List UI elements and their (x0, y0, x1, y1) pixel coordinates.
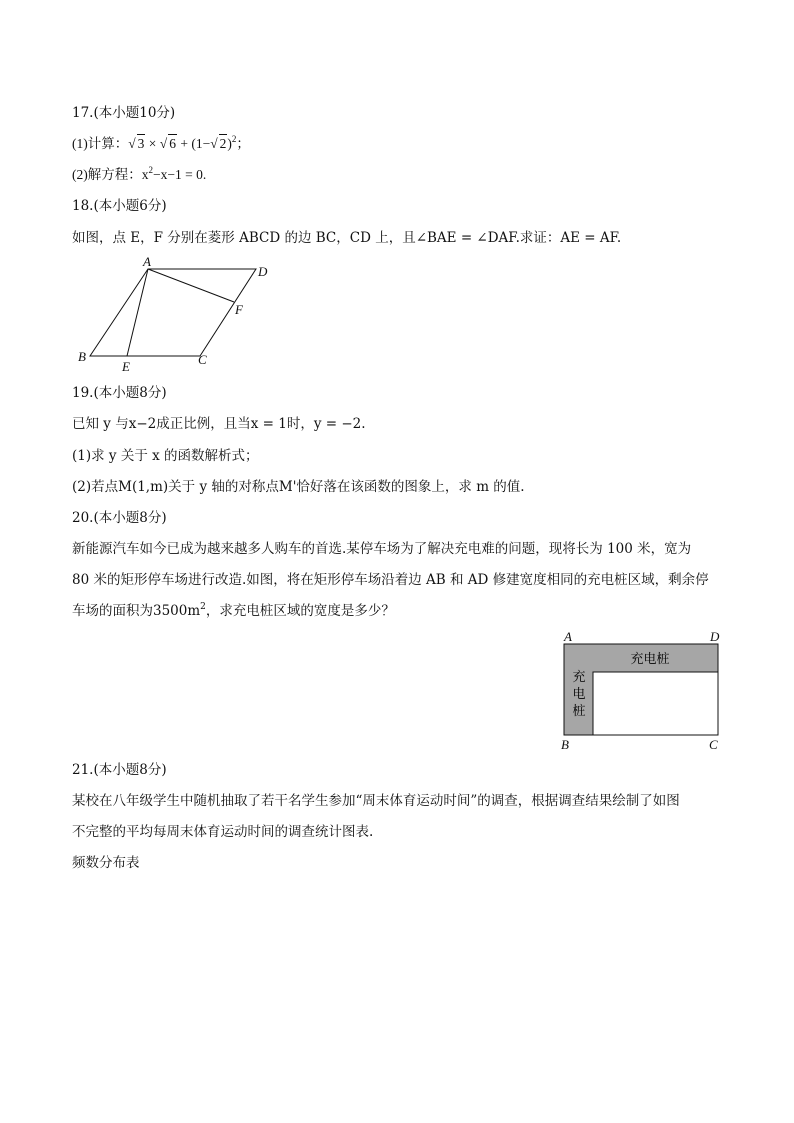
top-strip-label: 充电桩 (630, 651, 670, 666)
times-sign: × (148, 136, 157, 151)
side-strip-label-3: 桩 (572, 703, 586, 718)
label-e: E (122, 359, 130, 374)
segment-af (148, 269, 234, 302)
parking-lot-figure (556, 628, 726, 756)
rhombus-abcd (90, 269, 256, 356)
side-strip-label-2: 电 (572, 686, 586, 701)
label-c: C (709, 737, 718, 752)
rhombus-figure (70, 255, 280, 375)
label-a: A (143, 255, 151, 269)
q19-header: 19.(本小题8分) (72, 385, 167, 401)
q21-line3: 频数分布表 (72, 855, 140, 871)
remaining-lot (593, 672, 718, 735)
q20-line3: 车场的面积为$3500m^2$，求充电桩区域的宽度是多少？ (72, 602, 395, 619)
label-c: C (198, 352, 207, 367)
segment-ae (127, 269, 148, 356)
label-d: D (710, 629, 720, 644)
q19-line3: (2)若点M(1,m)关于 y 轴的对称点M'恰好落在该函数的图象上，求 m 的值. (72, 479, 525, 495)
q18-header: 18.(本小题6分) (72, 198, 167, 214)
q17-part1-prefix: (1)计算： (72, 136, 129, 151)
q17-header: 17.(本小题10分) (72, 105, 176, 121)
label-b: B (78, 349, 86, 364)
side-strip-label-1: 充 (572, 669, 586, 684)
sqrt-2: √ 2 (210, 136, 227, 151)
q19-line2: (1)求 y 关于 x 的函数解析式； (72, 448, 259, 464)
q21-line2: 不完整的平均每周末体育运动时间的调查统计图表. (72, 824, 374, 840)
plus-open: + (1− (180, 136, 211, 151)
label-b: B (561, 737, 569, 752)
q21-header: 21.(本小题8分) (72, 762, 167, 778)
q21-line1: 某校在八年级学生中随机抽取了若干名学生参加“周末体育运动时间”的调查，根据调查结果绘制了如图 (72, 793, 680, 809)
q20-line2: 80 米的矩形停车场进行改造.如图，将在矩形停车场沿着边 AB 和 AD 修建宽度相同的充电桩区域，剩余停 (72, 572, 709, 588)
sqrt-6: √ 6 (159, 136, 176, 151)
q20-header: 20.(本小题8分) (72, 510, 167, 526)
q20-line1: 新能源汽车如今已成为越来越多人购车的首选.某停车场为了解决充电难的问题，现将长为 100 米，宽为 (72, 541, 692, 557)
label-a: A (564, 629, 572, 644)
q19-line1: 已知 y 与x−2成正比例，且当x = 1时，y = −2. (72, 416, 366, 432)
q17-part2-prefix: (2)解方程： (72, 167, 142, 182)
q18-text: 如图，点 E，F 分别在菱形 ABCD 的边 BC，CD 上，且∠BAE = ∠DAF.求证：AE = AF. (72, 230, 622, 246)
q17-part1: (1)计算：√ 3 × √ 6 + (1−√ 2)$^2$； (72, 134, 250, 151)
label-f: F (235, 302, 243, 317)
sqrt-3: √ 3 (128, 136, 145, 151)
label-d: D (258, 264, 268, 279)
square-exponent: 2 (231, 134, 237, 144)
q17-part2: (2)解方程：$x^2-x-1 = 0$. (72, 165, 207, 182)
